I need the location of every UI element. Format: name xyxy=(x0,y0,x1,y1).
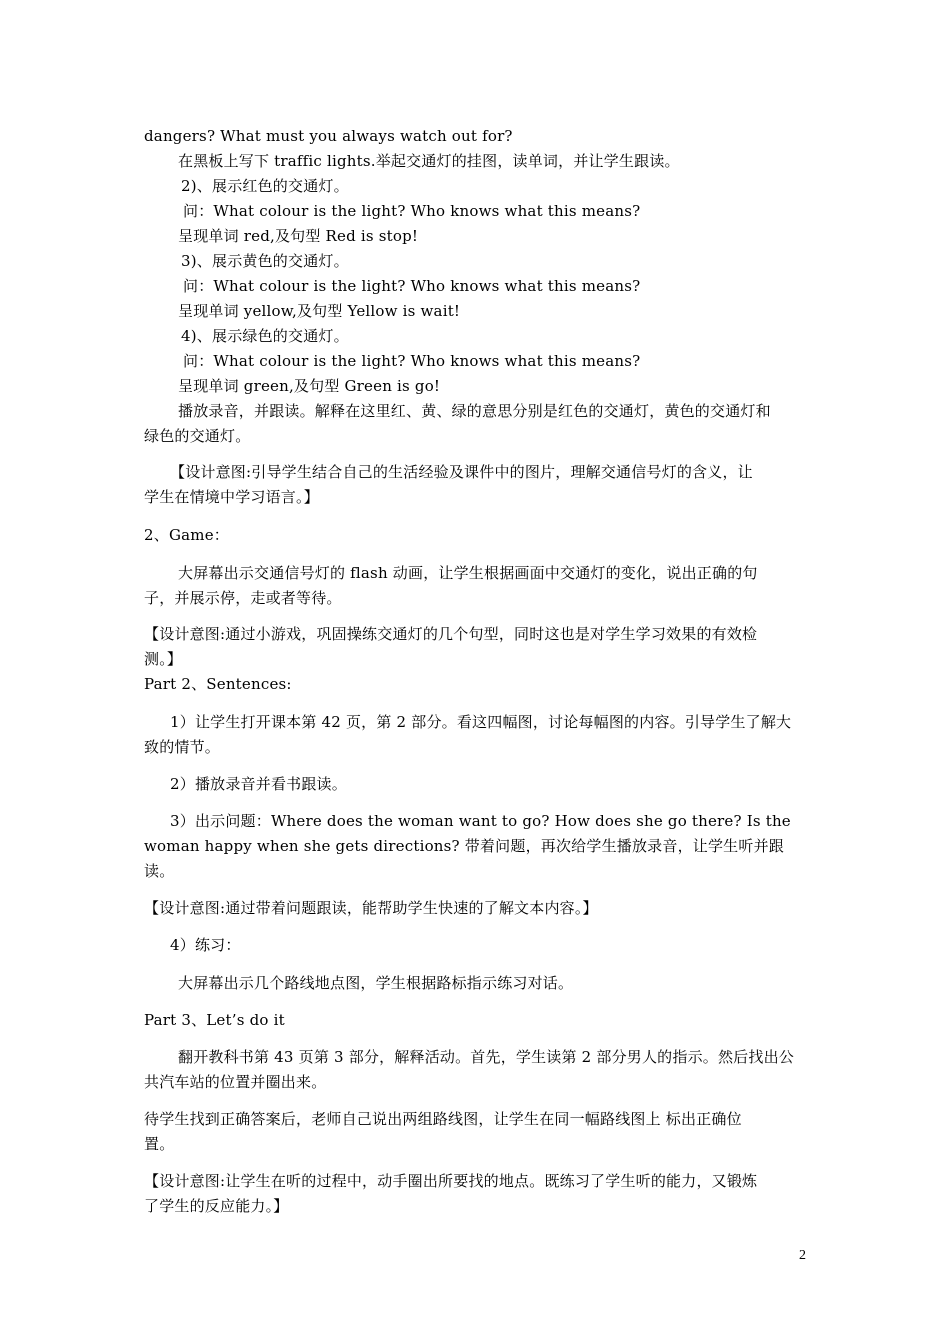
text-line: 问：What colour is the light? Who knows what this means? xyxy=(183,352,641,370)
text-line: dangers? What must you always watch out for? xyxy=(144,127,513,145)
text-line: 翻开教科书第 43 页第 3 部分，解释活动。首先，学生读第 2 部分男人的指示。然后找出公 xyxy=(178,1048,794,1066)
text-line: 大屏幕出示交通信号灯的 flash 动画，让学生根据画面中交通灯的变化，说出正确的句 xyxy=(178,564,758,582)
text-line: 在黑板上写下 traffic lights.举起交通灯的挂图，读单词，并让学生跟读。 xyxy=(178,152,680,170)
text-line: 置。 xyxy=(144,1135,175,1153)
text-line: 致的情节。 xyxy=(144,738,221,756)
design-intent-note: 【设计意图:引导学生结合自己的生活经验及课件中的图片，理解交通信号灯的含义，让 xyxy=(170,463,753,481)
text-line: 读。 xyxy=(144,862,175,880)
design-intent-note: 了学生的反应能力。】 xyxy=(144,1197,289,1215)
text-line: 3)、展示黄色的交通灯。 xyxy=(181,252,349,270)
design-intent-note: 【设计意图:通过带着问题跟读，能帮助学生快速的了解文本内容。】 xyxy=(144,899,598,917)
text-line: 问：What colour is the light? Who knows what this means? xyxy=(183,277,641,295)
text-line: 2)、展示红色的交通灯。 xyxy=(181,177,349,195)
text-line: 子，并展示停，走或者等待。 xyxy=(144,589,342,607)
text-line: woman happy when she gets directions? 带着问题，再次给学生播放录音，让学生听并跟 xyxy=(144,837,784,855)
section-heading: Part 2、Sentences: xyxy=(144,675,292,693)
section-heading: 2、Game： xyxy=(144,526,229,544)
design-intent-note: 【设计意图:通过小游戏，巩固操练交通灯的几个句型，同时这也是对学生学习效果的有效检 xyxy=(144,625,758,643)
section-heading: Part 3、Let’s do it xyxy=(144,1011,285,1029)
text-line: 呈现单词 green,及句型 Green is go! xyxy=(178,377,441,395)
text-line: 3）出示问题：Where does the woman want to go? How does she go there? Is the xyxy=(170,812,791,830)
text-line: 1）让学生打开课本第 42 页，第 2 部分。看这四幅图，讨论每幅图的内容。引导学生了解大 xyxy=(170,713,792,731)
design-intent-note: 【设计意图:让学生在听的过程中，动手圈出所要找的地点。既练习了学生听的能力，又锻炼 xyxy=(144,1172,758,1190)
text-line: 2）播放录音并看书跟读。 xyxy=(170,775,347,793)
text-line: 呈现单词 red,及句型 Red is stop! xyxy=(178,227,419,245)
text-line: 4)、展示绿色的交通灯。 xyxy=(181,327,349,345)
text-line: 大屏幕出示几个路线地点图，学生根据路标指示练习对话。 xyxy=(178,974,574,992)
design-intent-note: 学生在情境中学习语言。】 xyxy=(144,488,319,506)
text-line: 绿色的交通灯。 xyxy=(144,427,251,445)
text-line: 4）练习： xyxy=(170,936,241,954)
text-line: 问：What colour is the light? Who knows what this means? xyxy=(183,202,641,220)
design-intent-note: 测。】 xyxy=(144,650,183,668)
text-line: 呈现单词 yellow,及句型 Yellow is wait! xyxy=(178,302,461,320)
text-line: 待学生找到正确答案后，老师自己说出两组路线图，让学生在同一幅路线图上 标出正确位 xyxy=(144,1110,742,1128)
text-line: 共汽车站的位置并圈出来。 xyxy=(144,1073,327,1091)
text-line: 播放录音，并跟读。解释在这里红、黄、绿的意思分别是红色的交通灯，黄色的交通灯和 xyxy=(178,402,771,420)
page-number: 2 xyxy=(799,1248,806,1263)
